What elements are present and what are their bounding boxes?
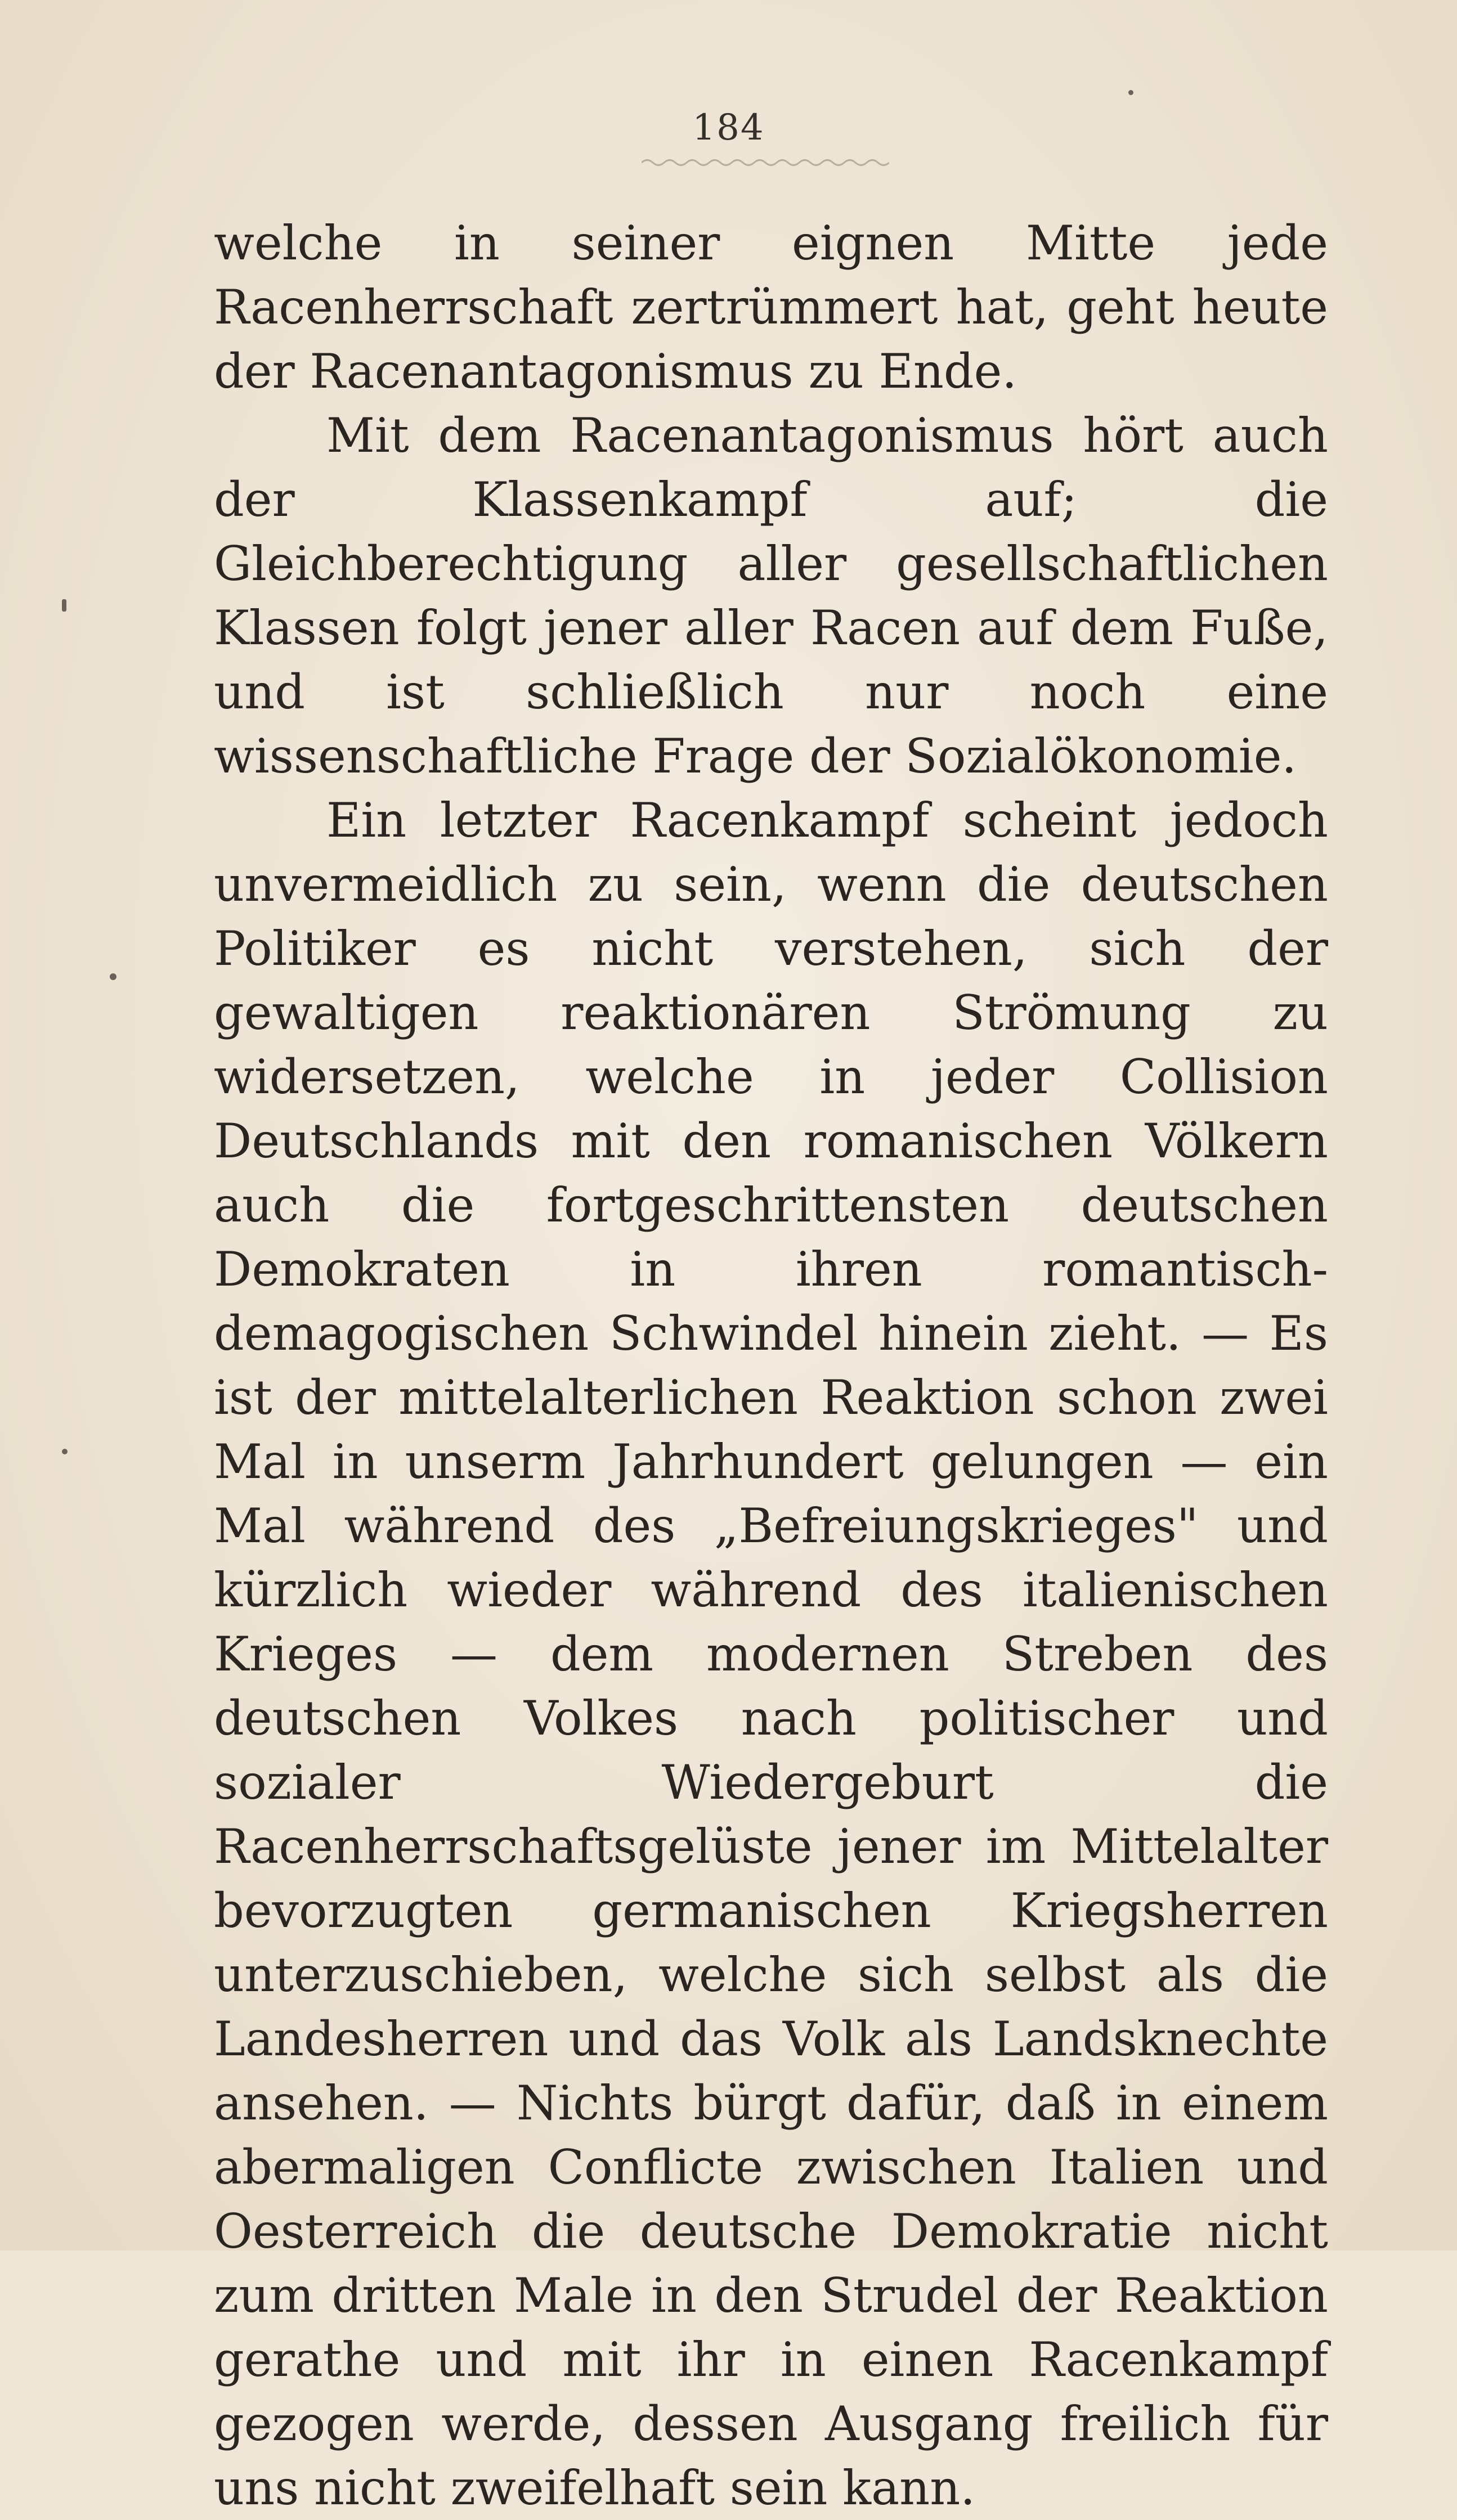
paper-speck [62, 1449, 68, 1454]
paragraph-1: welche in seiner eignen Mitte jede Racenherrschaft zertrümmert hat, geht heute der Racenantagonismus zu Ende. [214, 215, 1328, 399]
page-number: 184 [692, 107, 765, 149]
body-text [214, 211, 1328, 2520]
decorative-rule [642, 156, 889, 169]
paper-speck [62, 599, 66, 612]
paper-speck [110, 973, 116, 980]
paragraph-2: Mit dem Racenantagonismus hört auch der Klassenkampf auf; die Gleichberechtigung aller gesellschaftlichen Klassen folgt jener aller Racen auf dem Fuße, und ist schließlich nur noch eine wissenschaftliche Frage der Sozialökonomie. [214, 408, 1328, 784]
paper-speck [1128, 90, 1133, 95]
paragraph-3: Ein letzter Racenkampf scheint jedoch unvermeidlich zu sein, wenn die deutschen Politiker es nicht verstehen, sich der gewaltigen reaktionären Strömung zu widersetzen, welche in jeder Collision Deutschlands mit den romanischen Völkern auch die fortgeschrittensten deutschen Demokraten in ihren romantisch-demagogischen Schwindel hinein zieht. — Es ist der mittelalterlichen Reaktion schon zwei Mal in unserm Jahrhundert gelungen — ein Mal während des „Befreiungskrieges" und kürzlich wieder während des italienischen Krieges — dem modernen Streben des deutschen Volkes nach politischer und sozialer Wiedergeburt die Racenherrschaftsgelüste jener im Mittelalter bevorzugten germanischen Kriegsherren unterzuschieben, welche sich selbst als die Landesherren und das Volk als Landsknechte ansehen. — Nichts bürgt dafür, daß in einem abermaligen Conflicte zwischen Italien und Oesterreich die deutsche Demokratie nicht zum dritten Male in den Strudel der Reaktion gerathe und mit ihr in einen Racenkampf gezogen werde, dessen Ausgang freilich für uns nicht zweifelhaft sein kann. [214, 793, 1328, 2515]
